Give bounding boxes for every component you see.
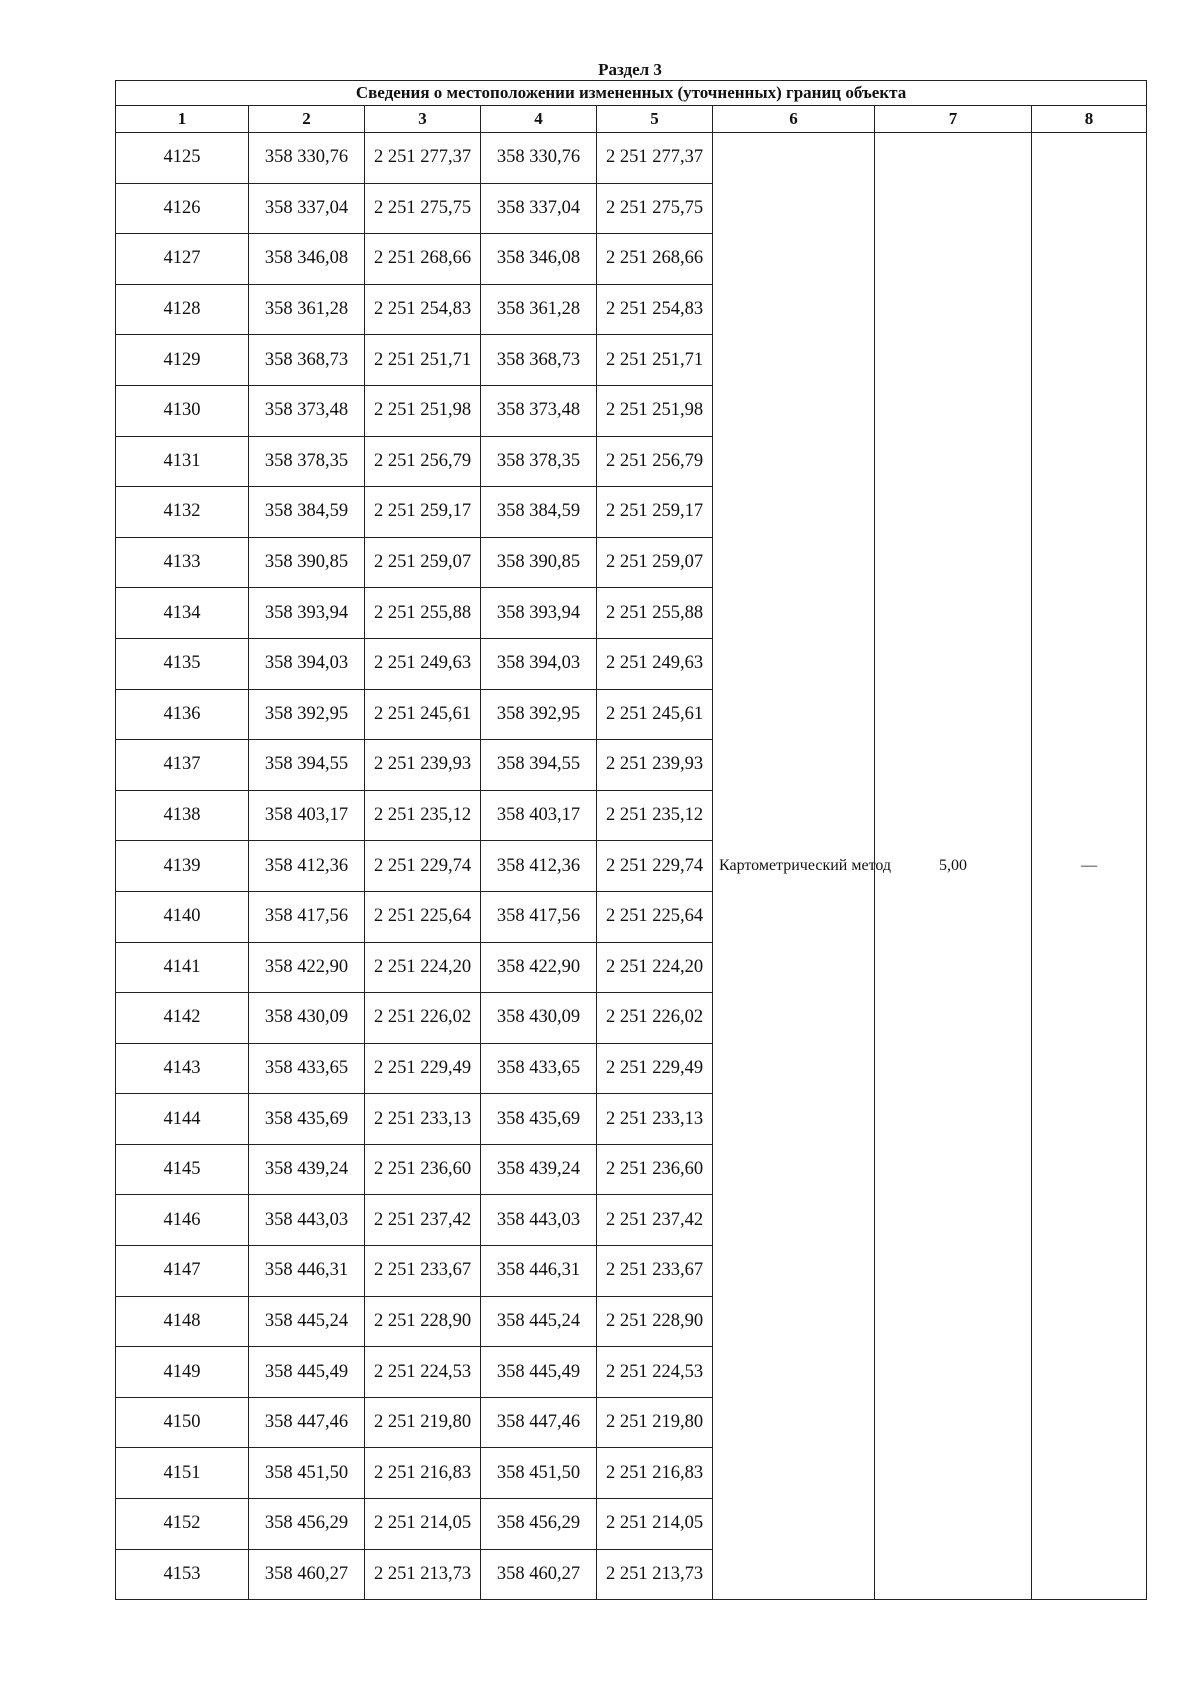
coordinate-cell: 2 251 235,12 — [597, 790, 713, 841]
coordinate-cell: 358 337,04 — [249, 183, 365, 234]
coordinate-cell: 2 251 259,07 — [365, 537, 481, 588]
coordinate-cell: 358 443,03 — [249, 1195, 365, 1246]
coordinate-cell: 358 446,31 — [249, 1246, 365, 1297]
coordinate-cell: 2 251 229,49 — [597, 1043, 713, 1094]
point-number-cell: 4125 — [116, 133, 249, 184]
coordinate-cell: 2 251 216,83 — [597, 1448, 713, 1499]
coordinate-cell: 2 251 236,60 — [597, 1144, 713, 1195]
point-number-cell: 4152 — [116, 1499, 249, 1550]
coordinate-cell: 358 337,04 — [481, 183, 597, 234]
point-number-cell: 4131 — [116, 436, 249, 487]
column-header: 6 — [713, 106, 875, 133]
coordinate-cell: 2 251 214,05 — [597, 1499, 713, 1550]
point-number-cell: 4128 — [116, 284, 249, 335]
coordinate-cell: 2 251 249,63 — [365, 638, 481, 689]
coordinate-cell: 358 373,48 — [481, 385, 597, 436]
coordinate-cell: 358 447,46 — [249, 1397, 365, 1448]
coordinate-cell: 358 346,08 — [249, 234, 365, 285]
coordinate-cell: 358 435,69 — [249, 1094, 365, 1145]
column-number-row — [116, 106, 1147, 133]
coordinate-cell: 2 251 254,83 — [365, 284, 481, 335]
coordinate-cell: 2 251 275,75 — [365, 183, 481, 234]
coordinate-cell: 2 251 224,20 — [597, 942, 713, 993]
coordinate-cell: 2 251 213,73 — [597, 1549, 713, 1600]
point-number-cell: 4139 — [116, 841, 249, 892]
coordinate-cell: 358 417,56 — [249, 891, 365, 942]
coordinate-cell: 2 251 239,93 — [597, 740, 713, 791]
coordinate-cell: 358 378,35 — [481, 436, 597, 487]
coordinate-cell: 2 251 235,12 — [365, 790, 481, 841]
coordinate-cell: 358 433,65 — [249, 1043, 365, 1094]
coordinate-cell: 2 251 255,88 — [597, 588, 713, 639]
column-header: 5 — [597, 106, 713, 133]
coordinate-cell: 2 251 233,13 — [365, 1094, 481, 1145]
coordinate-cell: 358 390,85 — [481, 537, 597, 588]
coordinate-cell: 358 422,90 — [481, 942, 597, 993]
coordinate-cell: 358 394,55 — [249, 740, 365, 791]
coordinate-cell: 2 251 268,66 — [597, 234, 713, 285]
coordinate-cell: 2 251 224,53 — [365, 1347, 481, 1398]
coordinate-cell: 358 445,49 — [249, 1347, 365, 1398]
point-number-cell: 4147 — [116, 1246, 249, 1297]
coordinate-cell: 2 251 224,53 — [597, 1347, 713, 1398]
coordinate-cell: 2 251 275,75 — [597, 183, 713, 234]
coordinate-cell: 2 251 233,67 — [365, 1246, 481, 1297]
coordinate-cell: 2 251 245,61 — [597, 689, 713, 740]
point-number-cell: 4134 — [116, 588, 249, 639]
coordinate-cell: 2 251 224,20 — [365, 942, 481, 993]
coordinate-cell: 358 403,17 — [249, 790, 365, 841]
coordinate-cell: 358 330,76 — [249, 133, 365, 184]
coordinate-cell: 358 422,90 — [249, 942, 365, 993]
note-cell: — — [1032, 133, 1147, 1600]
point-number-cell: 4129 — [116, 335, 249, 386]
point-number-cell: 4133 — [116, 537, 249, 588]
coordinate-cell: 2 251 213,73 — [365, 1549, 481, 1600]
coordinate-cell: 2 251 225,64 — [365, 891, 481, 942]
coordinate-cell: 2 251 249,63 — [597, 638, 713, 689]
point-number-cell: 4130 — [116, 385, 249, 436]
table-row — [116, 133, 1147, 184]
point-number-cell: 4126 — [116, 183, 249, 234]
coordinate-cell: 358 451,50 — [481, 1448, 597, 1499]
coordinate-cell: 2 251 237,42 — [597, 1195, 713, 1246]
coordinate-cell: 358 394,55 — [481, 740, 597, 791]
coordinate-cell: 358 451,50 — [249, 1448, 365, 1499]
coordinate-cell: 358 368,73 — [249, 335, 365, 386]
coordinate-cell: 2 251 256,79 — [365, 436, 481, 487]
coordinate-cell: 358 392,95 — [249, 689, 365, 740]
coordinate-cell: 2 251 259,17 — [365, 487, 481, 538]
coordinate-cell: 2 251 239,93 — [365, 740, 481, 791]
point-number-cell: 4153 — [116, 1549, 249, 1600]
point-number-cell: 4144 — [116, 1094, 249, 1145]
coordinate-cell: 2 251 236,60 — [365, 1144, 481, 1195]
coordinate-cell: 358 417,56 — [481, 891, 597, 942]
coordinate-cell: 358 384,59 — [481, 487, 597, 538]
coordinate-cell: 358 430,09 — [481, 993, 597, 1044]
coordinate-cell: 358 433,65 — [481, 1043, 597, 1094]
point-number-cell: 4142 — [116, 993, 249, 1044]
coordinate-cell: 2 251 255,88 — [365, 588, 481, 639]
coordinate-cell: 358 443,03 — [481, 1195, 597, 1246]
coordinate-cell: 2 251 259,07 — [597, 537, 713, 588]
coordinate-cell: 358 439,24 — [249, 1144, 365, 1195]
coordinate-cell: 2 251 251,98 — [597, 385, 713, 436]
coordinate-cell: 358 456,29 — [249, 1499, 365, 1550]
point-number-cell: 4138 — [116, 790, 249, 841]
table-body — [116, 133, 1147, 1600]
point-number-cell: 4132 — [116, 487, 249, 538]
coordinate-cell: 2 251 259,17 — [597, 487, 713, 538]
coordinate-cell: 2 251 219,80 — [597, 1397, 713, 1448]
coordinate-cell: 358 435,69 — [481, 1094, 597, 1145]
coordinate-cell: 2 251 251,71 — [597, 335, 713, 386]
coordinate-cell: 358 393,94 — [249, 588, 365, 639]
coordinate-cell: 2 251 219,80 — [365, 1397, 481, 1448]
coordinate-cell: 2 251 277,37 — [597, 133, 713, 184]
accuracy-cell: 5,00 — [875, 133, 1032, 1600]
coordinate-cell: 2 251 229,74 — [597, 841, 713, 892]
coordinate-cell: 2 251 226,02 — [597, 993, 713, 1044]
column-header: 1 — [116, 106, 249, 133]
column-header: 3 — [365, 106, 481, 133]
coordinate-cell: 358 390,85 — [249, 537, 365, 588]
coordinate-cell: 2 251 256,79 — [597, 436, 713, 487]
coordinate-cell: 358 384,59 — [249, 487, 365, 538]
table-caption: Сведения о местоположении измененных (уточненных) границ объекта — [116, 81, 1147, 106]
coordinate-cell: 2 251 233,67 — [597, 1246, 713, 1297]
point-number-cell: 4150 — [116, 1397, 249, 1448]
point-number-cell: 4149 — [116, 1347, 249, 1398]
coordinate-cell: 358 392,95 — [481, 689, 597, 740]
coordinate-cell: 2 251 229,49 — [365, 1043, 481, 1094]
coordinate-cell: 2 251 226,02 — [365, 993, 481, 1044]
coordinate-cell: 2 251 225,64 — [597, 891, 713, 942]
coordinate-cell: 2 251 216,83 — [365, 1448, 481, 1499]
coordinate-cell: 2 251 268,66 — [365, 234, 481, 285]
point-number-cell: 4145 — [116, 1144, 249, 1195]
coordinate-cell: 2 251 237,42 — [365, 1195, 481, 1246]
coordinate-cell: 358 430,09 — [249, 993, 365, 1044]
section-title: Раздел 3 — [598, 60, 662, 79]
coordinate-cell: 358 460,27 — [481, 1549, 597, 1600]
point-number-cell: 4148 — [116, 1296, 249, 1347]
coordinate-cell: 358 445,24 — [481, 1296, 597, 1347]
coordinate-cell: 358 456,29 — [481, 1499, 597, 1550]
coordinate-cell: 358 361,28 — [249, 284, 365, 335]
point-number-cell: 4137 — [116, 740, 249, 791]
method-cell: Картометрический метод — [713, 133, 875, 1600]
coordinate-cell: 358 330,76 — [481, 133, 597, 184]
coordinate-cell: 358 361,28 — [481, 284, 597, 335]
point-number-cell: 4143 — [116, 1043, 249, 1094]
coordinate-cell: 358 412,36 — [249, 841, 365, 892]
column-header: 7 — [875, 106, 1032, 133]
coordinate-cell: 358 445,49 — [481, 1347, 597, 1398]
column-header: 2 — [249, 106, 365, 133]
coordinate-cell: 358 394,03 — [481, 638, 597, 689]
coordinate-cell: 358 346,08 — [481, 234, 597, 285]
point-number-cell: 4127 — [116, 234, 249, 285]
coordinate-cell: 358 368,73 — [481, 335, 597, 386]
coordinate-cell: 358 412,36 — [481, 841, 597, 892]
coordinate-cell: 2 251 254,83 — [597, 284, 713, 335]
coordinate-cell: 358 373,48 — [249, 385, 365, 436]
coordinate-cell: 358 439,24 — [481, 1144, 597, 1195]
boundary-coordinates-table — [115, 80, 1147, 1600]
coordinate-cell: 2 251 228,90 — [597, 1296, 713, 1347]
coordinate-cell: 358 460,27 — [249, 1549, 365, 1600]
coordinate-cell: 2 251 251,98 — [365, 385, 481, 436]
coordinate-cell: 358 403,17 — [481, 790, 597, 841]
coordinate-cell: 2 251 245,61 — [365, 689, 481, 740]
coordinate-cell: 2 251 233,13 — [597, 1094, 713, 1145]
point-number-cell: 4135 — [116, 638, 249, 689]
column-header: 4 — [481, 106, 597, 133]
coordinate-cell: 2 251 277,37 — [365, 133, 481, 184]
point-number-cell: 4146 — [116, 1195, 249, 1246]
coordinate-cell: 358 378,35 — [249, 436, 365, 487]
coordinate-cell: 2 251 251,71 — [365, 335, 481, 386]
point-number-cell: 4140 — [116, 891, 249, 942]
coordinate-cell: 2 251 214,05 — [365, 1499, 481, 1550]
coordinate-cell: 358 394,03 — [249, 638, 365, 689]
point-number-cell: 4151 — [116, 1448, 249, 1499]
point-number-cell: 4136 — [116, 689, 249, 740]
coordinate-cell: 358 445,24 — [249, 1296, 365, 1347]
column-header: 8 — [1032, 106, 1147, 133]
coordinate-cell: 358 447,46 — [481, 1397, 597, 1448]
coordinate-cell: 2 251 228,90 — [365, 1296, 481, 1347]
point-number-cell: 4141 — [116, 942, 249, 993]
coordinate-cell: 358 446,31 — [481, 1246, 597, 1297]
coordinate-cell: 2 251 229,74 — [365, 841, 481, 892]
coordinate-cell: 358 393,94 — [481, 588, 597, 639]
